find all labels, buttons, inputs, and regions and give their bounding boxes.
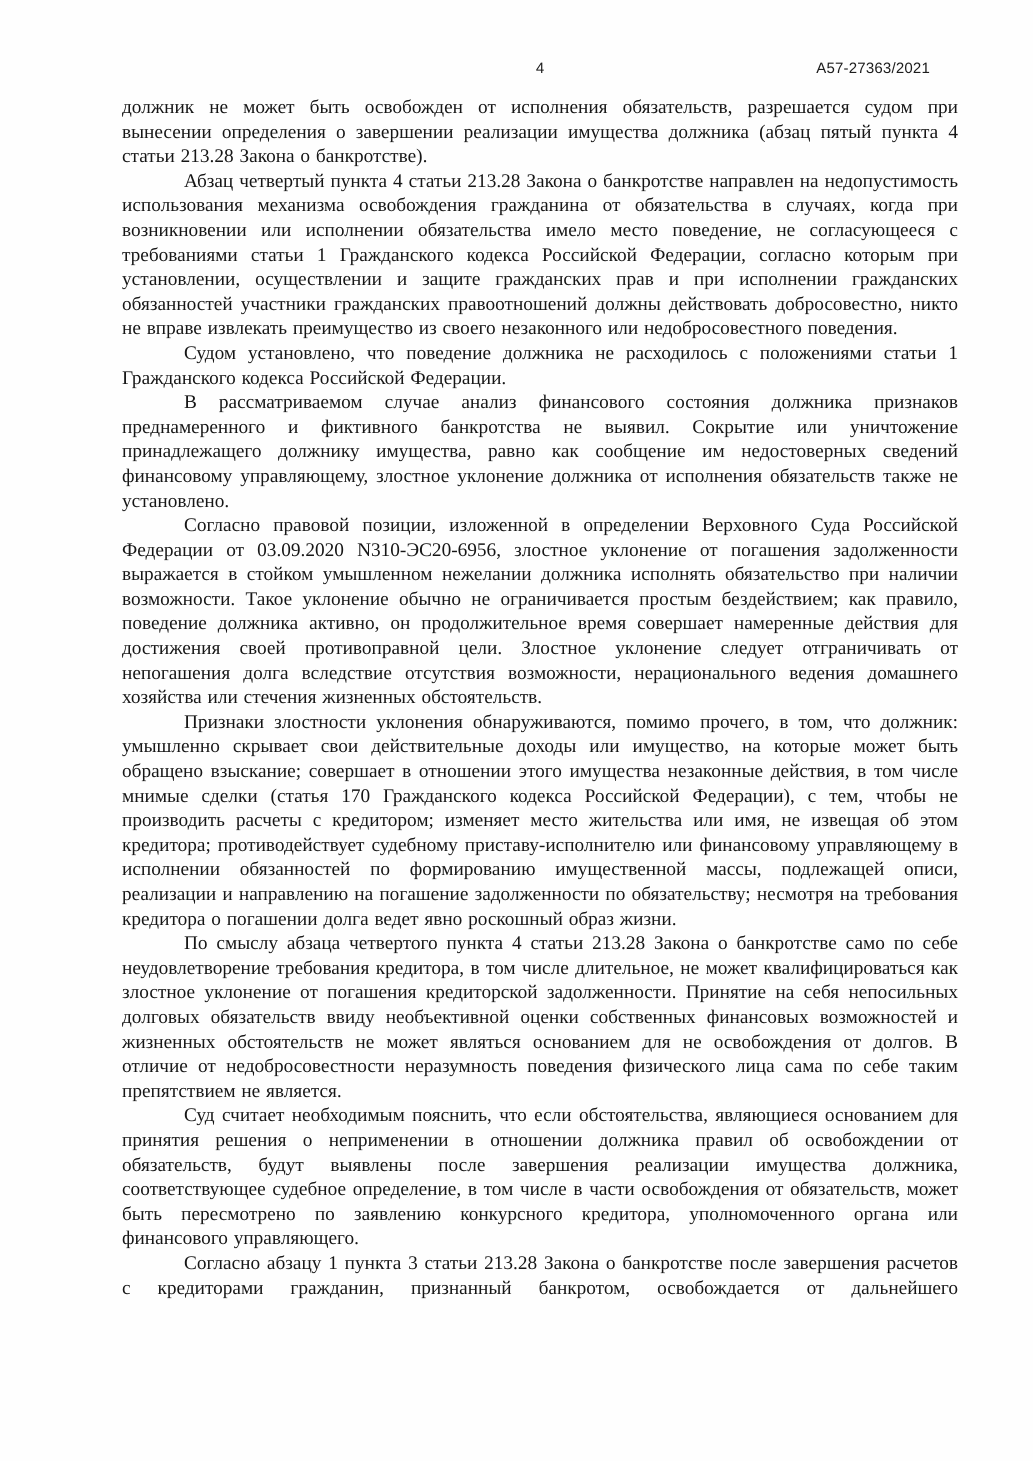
paragraph: Признаки злостности уклонения обнаруживаются, помимо прочего, в том, что должник: умышленно скрывает свои действительные доходы или имущество, на которые может быть обращено взыскание; совершает в отношении этого имущества незаконные действия, в том числе мнимые сделки (статья 170 Гражданского кодекса Российской Федерации), с тем, чтобы не производить расчеты с кредитором; изменяет место жительства или имя, не извещая об этом кредитора; противодействует судебному приставу-исполнителю или финансовому управляющему в исполнении обязанностей по формированию имущественной массы, подлежащей описи, реализации и направлению на погашение задолженности по обязательству; несмотря на требования кредитора о погашении долга ведет явно роскошный образ жизни.	[122, 711, 958, 930]
paragraph: Согласно правовой позиции, изложенной в определении Верховного Суда Российской Федерации от 03.09.2020 N310-ЭС20-6956, злостное уклонение от погашения задолженности выражается в стойком умышленном нежелании должника исполнять обязательство при наличии возможности. Такое уклонение обычно не ограничивается простым бездействием; как правило, поведение должника активно, он продолжительное время совершает намеренные действия для достижения своей противоправной цели. Злостное уклонение следует отграничивать от непогашения долга вследствие отсутствия возможности, нерационального ведения домашнего хозяйства или стечения жизненных обстоятельств.	[122, 515, 958, 709]
page-number: 4	[535, 60, 545, 77]
paragraph-continuation: должник не может быть освобожден от исполнения обязательств, разрешается судом при вынесении определения о завершении реализации имущества должника (абзац пятый пункта 4 статьи 213.28 Закона о банкротстве).	[122, 97, 958, 168]
case-number: А57-27363/2021	[816, 60, 930, 77]
page-header	[122, 60, 958, 82]
paragraph: В рассматриваемом случае анализ финансового состояния должника признаков преднамеренного и фиктивного банкротства не выявил. Сокрытие или уничтожение принадлежащего должнику имущества, равно как сообщение им недостоверных сведений финансовому управляющему, злостное уклонение должника от исполнения обязательств также не установлено.	[122, 392, 958, 512]
paragraph: Судом установлено, что поведение должника не расходилось с положениями статьи 1 Гражданского кодекса Российской Федерации.	[122, 342, 958, 389]
document-body	[122, 96, 958, 1301]
paragraph: Абзац четвертый пункта 4 статьи 213.28 Закона о банкротстве направлен на недопустимость использования механизма освобождения гражданина от обязательства в случаях, когда при возникновении или исполнении обязательства имело место поведение, не согласующееся с требованиями статьи 1 Гражданского кодекса Российской Федерации, согласно которым при установлении, осуществлении и защите гражданских прав и при исполнении гражданских обязанностей участники гражданских правоотношений должны действовать добросовестно, никто не вправе извлекать преимущество из своего незаконного или недобросовестного поведения.	[122, 170, 958, 340]
paragraph: Суд считает необходимым пояснить, что если обстоятельства, являющиеся основанием для принятия решения о неприменении в отношении должника правил об освобождении от обязательств, будут выявлены после завершения реализации имущества должника, соответствующее судебное определение, в том числе в части освобождения от обязательств, может быть пересмотрено по заявлению конкурсного кредитора, уполномоченного органа или финансового управляющего.	[122, 1105, 958, 1250]
paragraph-cut-off: Согласно абзацу 1 пункта 3 статьи 213.28 Закона о банкротстве после завершения расчетов с кредиторами гражданин, признанный банкротом, освобождается от дальнейшего	[122, 1252, 958, 1299]
paragraph: По смыслу абзаца четвертого пункта 4 статьи 213.28 Закона о банкротстве само по себе неудовлетворение требования кредитора, в том числе длительное, не может квалифицироваться как злостное уклонение от погашения кредиторской задолженности. Принятие на себя непосильных долговых обязательств ввиду необъективной оценки собственных финансовых возможностей и жизненных обстоятельств не может являться основанием для не освобождения от долгов. В отличие от недобросовестности неразумность поведения физического лица сама по себе таким препятствием не является.	[122, 933, 958, 1102]
